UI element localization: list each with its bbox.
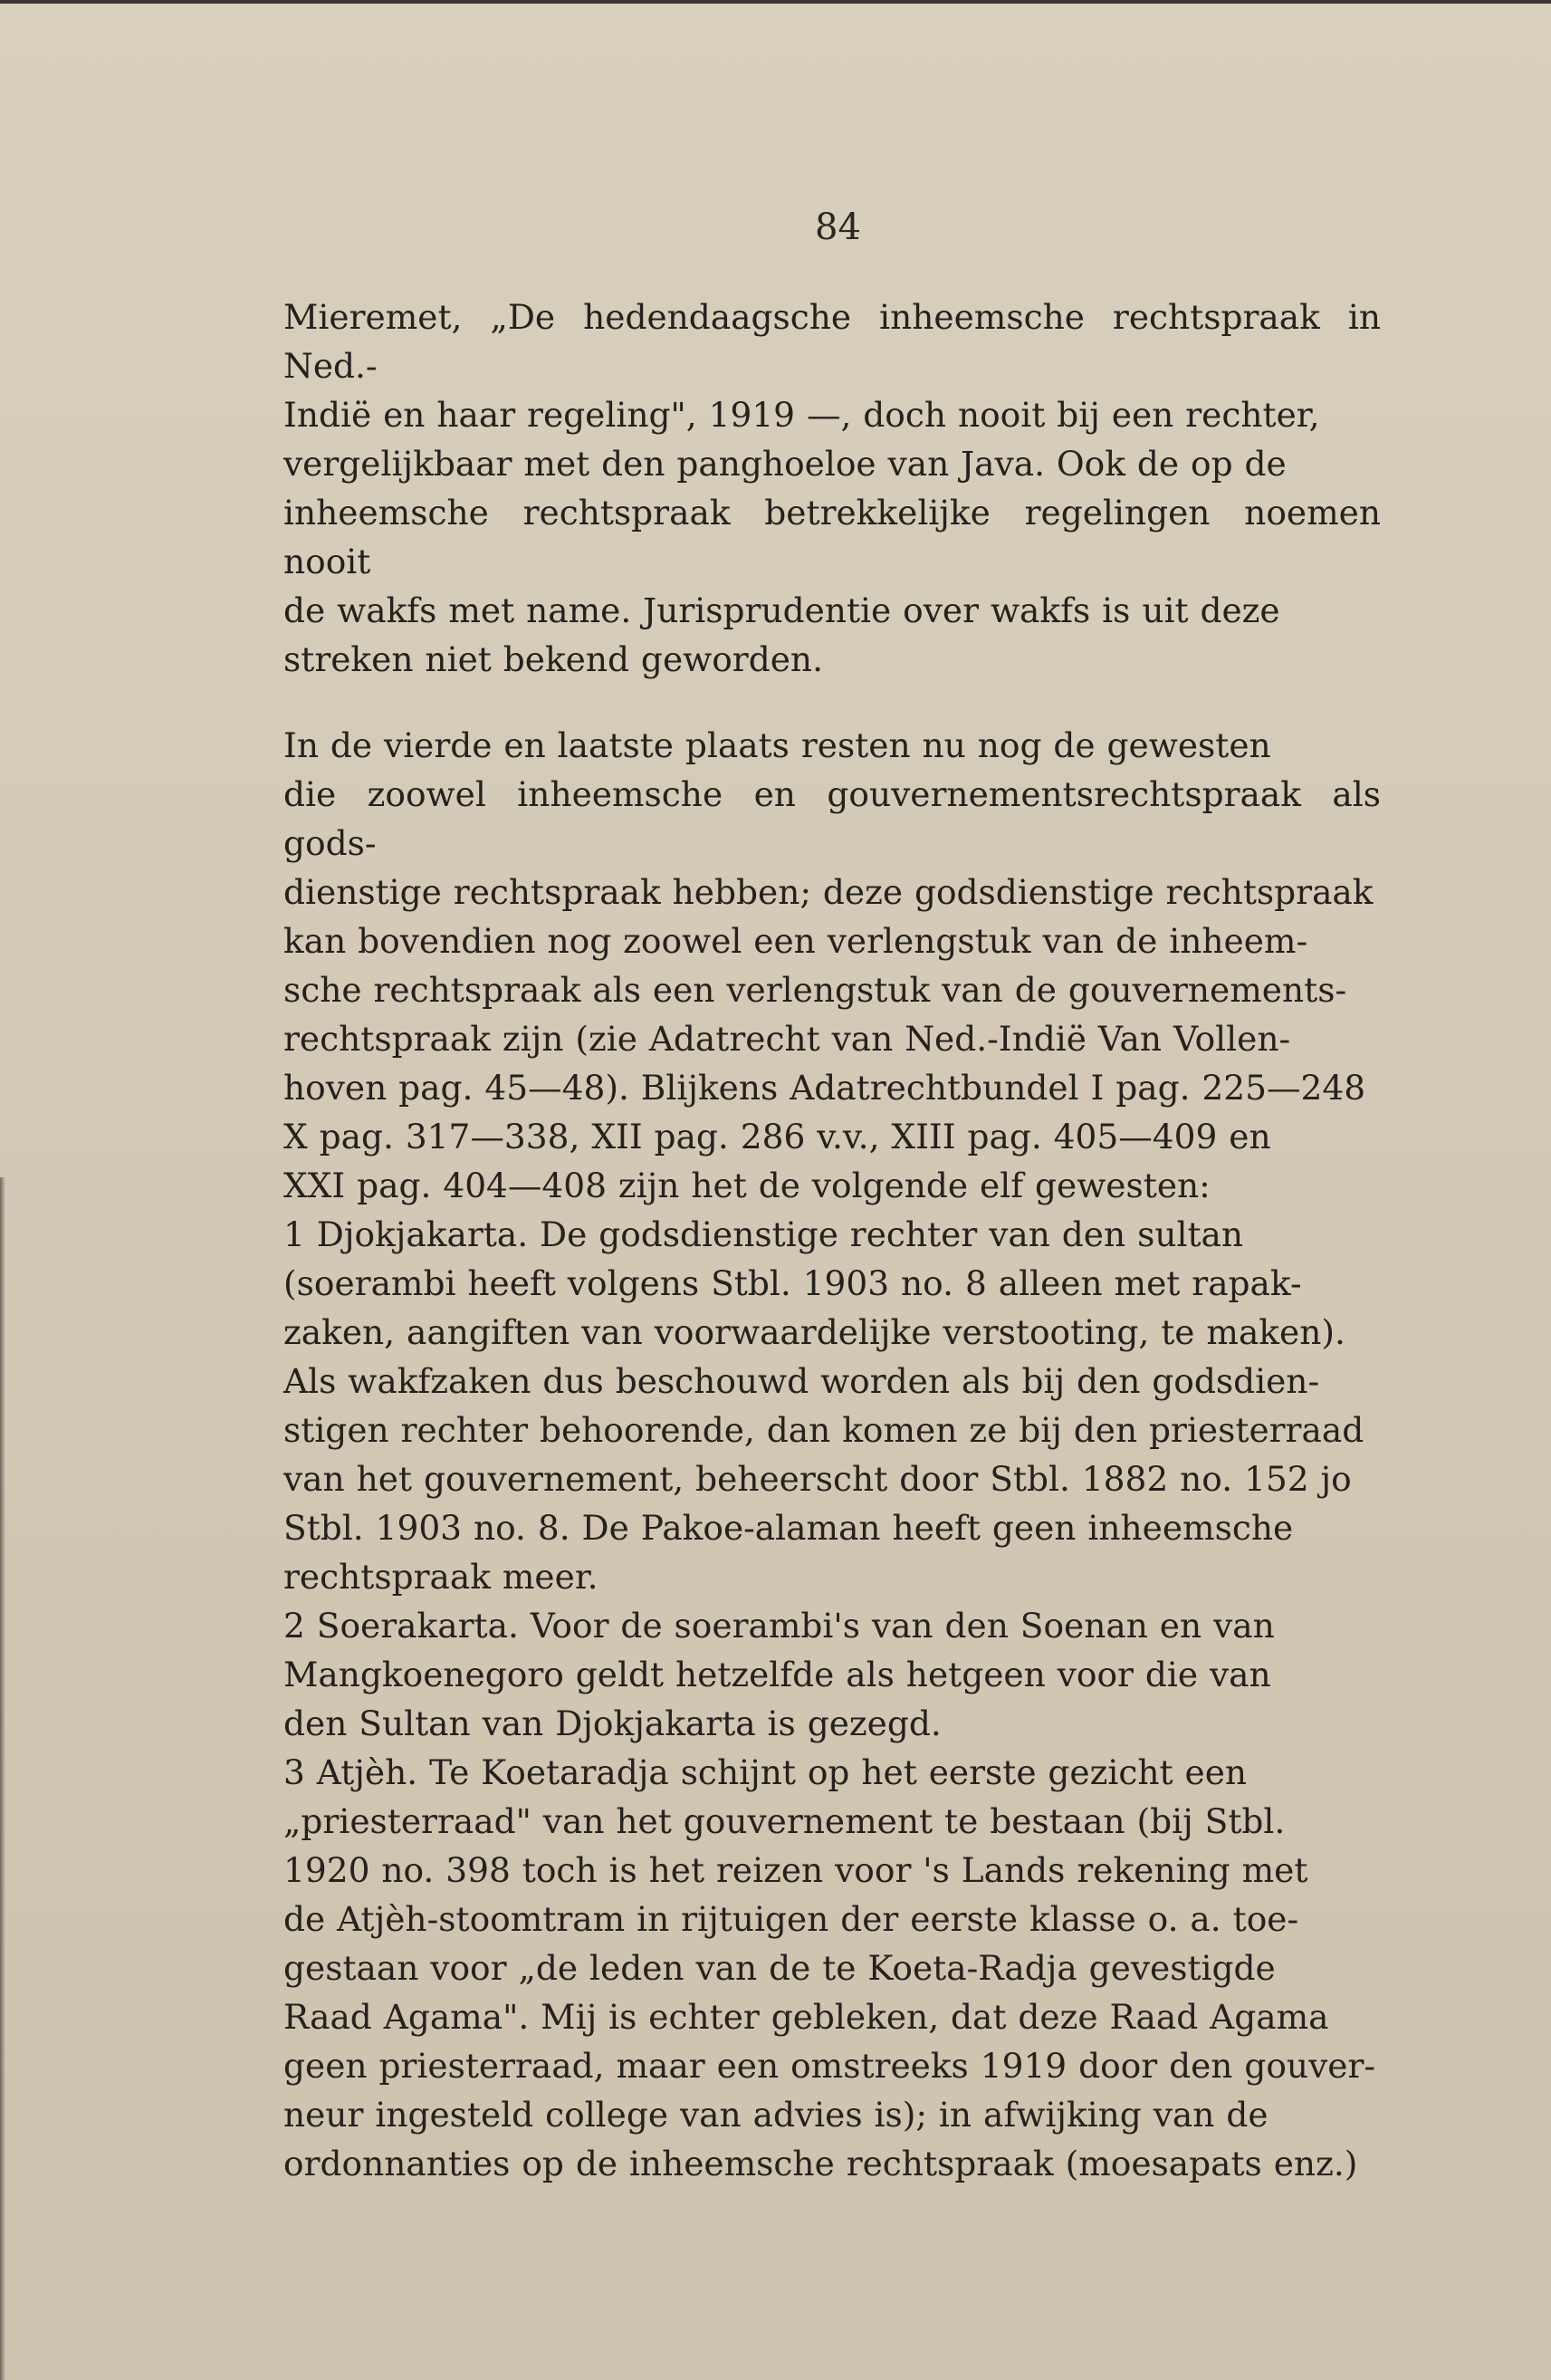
body-text (283, 293, 1381, 2188)
page-number: 84 (815, 206, 861, 248)
paragraph-mieremet: Mieremet, „De hedendaagsche inheemsche rechtspraak in Ned.- Indië en haar regeling", 1919 —, doch nooit bij een rechter, vergelijkbaar met den panghoeloe van Java. Ook de op de inheemsche rechtspraak betrekkelijke regelingen noemen nooit de wakfs met name. Jurisprudentie over wakfs is uit deze streken niet bekend geworden. (283, 297, 1381, 679)
paragraph-vierde-plaats: In de vierde en laatste plaats resten nu nog de gewesten die zoowel inheemsche en gouvernementsrechtspraak als gods- dienstige rechtspraak hebben; deze godsdienstige rechtspraak kan bovendien nog zoowel een verlengstuk van de inheem- sche rechtspraak als een verlengstuk van de gouvernements- rechtspraak zijn (zie Adatrecht van Ned.-Indië Van Vollen- hoven pag. 45—48). Blijkens Adatrechtbundel I pag. 225—248 X pag. 317—338, XII pag. 286 v.v., XIII pag. 405—409 en XXI pag. 404—408 zijn het de volgende elf gewesten: (283, 725, 1381, 1205)
binding-shadow (0, 1177, 5, 2380)
top-border (0, 0, 1551, 4)
paragraph-atjeh: 3 Atjèh. Te Koetaradja schijnt op het eerste gezicht een „priesterraad" van het gouvernement te bestaan (bij Stbl. 1920 no. 398 toch is het reizen voor 's Lands rekening met de Atjèh-stoomtram in rijtuigen der eerste klasse o. a. toe- gestaan voor „de leden van de te Koeta-Radja gevestigde Raad Agama". Mij is echter gebleken, dat deze Raad Agama geen priesterraad, maar een omstreeks 1919 door den gouver- neur ingesteld college van advies is); in afwijking van de ordonnanties op de inheemsche rechtspraak (moesapats enz.) (283, 1752, 1376, 2183)
paragraph-djokjakarta: 1 Djokjakarta. De godsdienstige rechter van den sultan (soerambi heeft volgens Stbl. 1903 no. 8 alleen met rapak- zaken, aangiften van voorwaardelijke verstooting, te maken). Als wakfzaken dus beschouwd worden als bij den godsdien- stigen rechter behoorende, dan komen ze bij den priesterraad van het gouvernement, beheerscht door Stbl. 1882 no. 152 jo Stbl. 1903 no. 8. De Pakoe-alaman heeft geen inheemsche rechtspraak meer. (283, 1214, 1364, 1597)
paragraph-soerakarta: 2 Soerakarta. Voor de soerambi's van den Soenan en van Mangkoenegoro geldt hetzelfde als hetgeen voor die van den Sultan van Djokjakarta is gezegd. (283, 1606, 1275, 1743)
